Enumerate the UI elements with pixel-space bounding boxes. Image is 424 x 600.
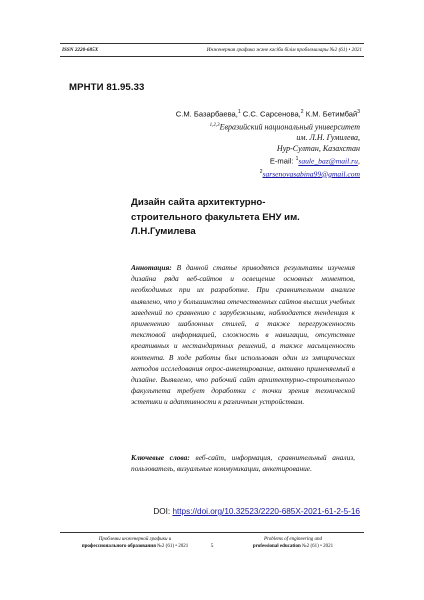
affiliation-line-3: Нур-Султан, Казахстан — [276, 144, 360, 154]
footer-right: Problems of engineering and professional education №2 (61) • 2021 — [252, 537, 334, 549]
email-link-1[interactable]: saule_baz@mail.ru — [298, 156, 358, 166]
abstract-text: В данной статье приводятся результаты изучения дизайна ряда веб-сайтов и освещение основных моментов, необходимых при их разработке. При сравнительном анализе выявлено, что у большинства отечественных сайтов высших учебных заведений по сравнению с зарубежными, наблюдается тенденция к применению шаблонных стилей, а также перегруженность текстовой информацией, сложность в навигации, отсутствие креативных и нестандартных решений, а также насыщенность контента. В ходе работы был использован один из эмпирических методов исследования опрос-анкетирование, активно применяемый в дизайне. Выявлено, что рабочий сайт архитектурно-строительного факультета требует доработки с точки зрения технической эстетики и адаптивности к различным устройствам. — [131, 263, 355, 407]
page-number: 5 — [210, 543, 214, 549]
email-link-2[interactable]: sarsenovasabina99@gmail.com — [262, 169, 360, 179]
classification-code: МРНТИ 81.95.33 — [69, 82, 145, 93]
doi-line — [153, 507, 360, 516]
running-header — [60, 44, 364, 55]
header-rule-bottom — [60, 56, 364, 57]
affiliation-line-2: им. Л.Н. Гумилева, — [296, 133, 360, 143]
doi-link[interactable]: https://doi.org/10.32523/2220-685X-2021-61-2-5-16 — [172, 507, 360, 516]
issn-label: ISSN 2220-685X — [62, 46, 99, 53]
abstract — [131, 262, 355, 408]
article-title: Дизайн сайта архитектурно- строительного факультета ЕНУ им. Л.Н.Гумилева — [131, 197, 300, 237]
footer-left: Проблемы инженерной графики и профессионального образования №2 (61) • 2021 — [81, 537, 189, 549]
keywords — [131, 452, 355, 474]
journal-running-title: Инженерная графика және кәсіби білім проблемалары №2 (61) • 2021 — [206, 46, 362, 53]
keywords-text: веб-сайт, информация, сравнительный анализ, пользователь, визуальные коммуникации, анкетирование. — [131, 453, 355, 474]
abstract-label: Аннотация: — [131, 263, 172, 272]
author-names: С.М. Базарбаева,$^1$ С.С. Сарсенова,$^2$ К.М. Бетимбай$^3$ — [175, 109, 360, 119]
doi-label: DOI: — [153, 507, 173, 516]
keywords-label: Ключевые слова: — [131, 453, 190, 462]
email-line-2: $^2$sarsenovasabina99@gmail.com — [259, 168, 360, 179]
footer-rule — [60, 532, 364, 533]
email-line-1: E-mail: $^1$saule_baz@mail.ru, — [269, 156, 360, 166]
affiliation-line-1: $^{1,2,3}$Евразийский национальный университет — [209, 122, 360, 132]
author-block — [120, 107, 360, 179]
